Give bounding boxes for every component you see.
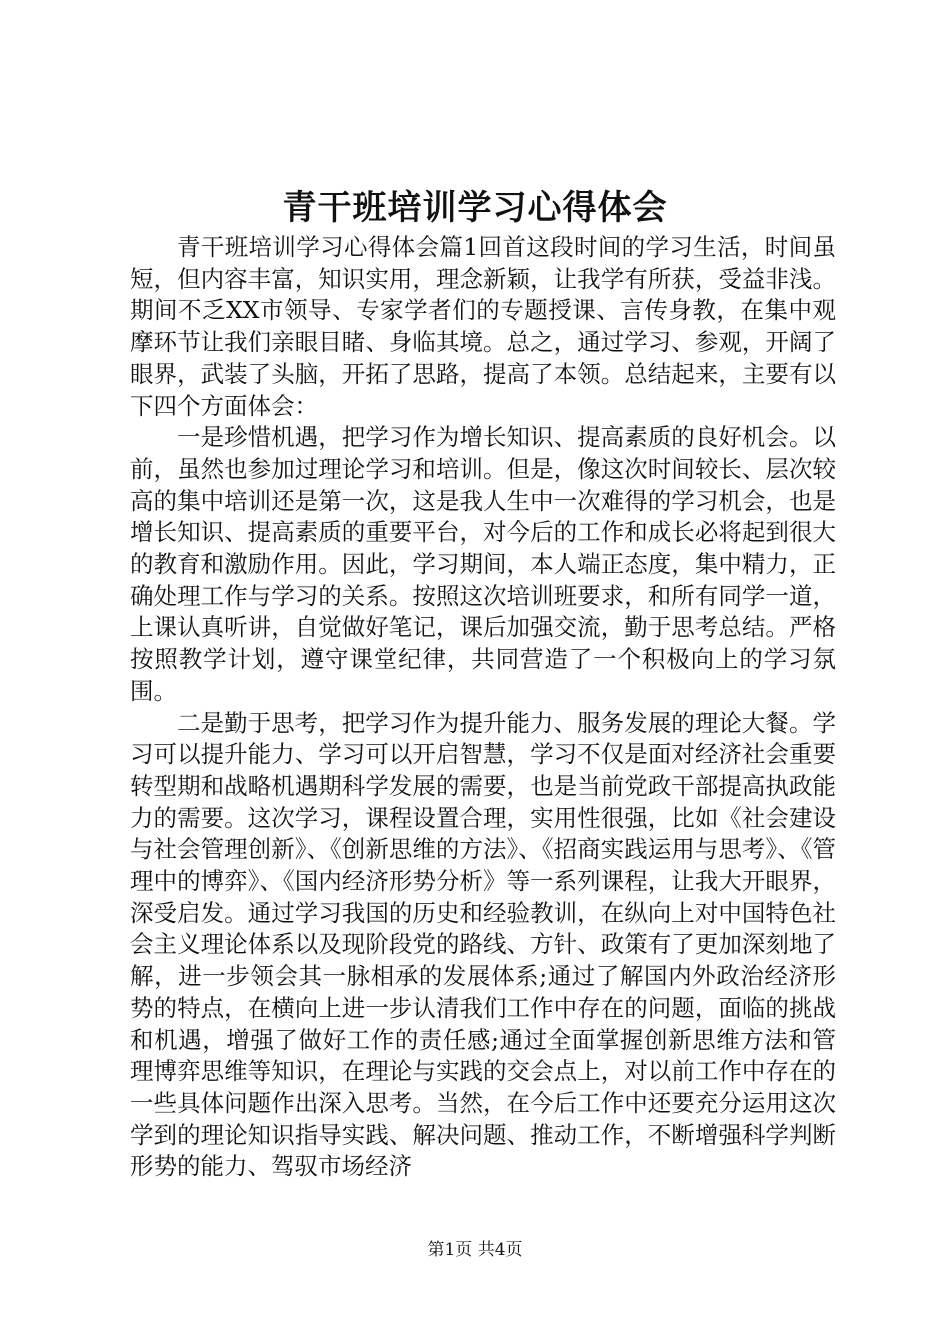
paragraph-intro: 青干班培训学习心得体会篇1回首这段时间的学习生活，时间虽短，但内容丰富，知识实用，理念新颖，让我学有所获，受益非浅。期间不乏XX市领导、专家学者们的专题授课、言传身教，在集中观摩环节让我们亲眼目睹、身临其境。总之，通过学习、参观，开阔了眼界，武装了头脑，开拓了思路，提高了本领。总结起来，主要有以下四个方面体会： [130,233,836,420]
paragraph-point-one: 一是珍惜机遇，把学习作为增长知识、提高素质的良好机会。以前，虽然也参加过理论学习和培训。但是，像这次时间较长、层次较高的集中培训还是第一次，这是我人生中一次难得的学习机会，也是增长知识、提高素质的重要平台，对今后的工作和成长必将起到很大的教育和激励作用。因此，学习期间，本人端正态度，集中精力，正确处理工作与学习的关系。按照这次培训班要求，和所有同学一道，上课认真听讲，自觉做好笔记，课后加强交流，勤于思考总结。严格按照教学计划，遵守课堂纪律，共同营造了一个积极向上的学习氛围。 [130,423,836,705]
paragraph-point-two: 二是勤于思考，把学习作为提升能力、服务发展的理论大餐。学习可以提升能力、学习可以开启智慧，学习不仅是面对经济社会重要转型期和战略机遇期科学发展的需要，也是当前党政干部提高执政能力的需要。这次学习，课程设置合理，实用性很强，比如《社会建设与社会管理创新》、《创新思维的方法》、《招商实践运用与思考》、《管理中的博弈》、《国内经济形势分析》等一系列课程，让我大开眼界，深受启发。通过学习我国的历史和经验教训，在纵向上对中国特色社会主义理论体系以及现阶段党的路线、方针、政策有了更加深刻地了解，进一步领会其一脉相承的发展体系;通过了解国内外政治经济形势的特点，在横向上进一步认清我们工作中存在的问题，面临的挑战和机遇，增强了做好工作的责任感;通过全面掌握创新思维方法和管理博弈思维等知识，在理论与实践的交会点上，对以前工作中存在的一些具体问题作出深入思考。当然，在今后工作中还要充分运用这次学到的理论知识指导实践、解决问题、推动工作，不断增强科学判断形势的能力、驾驭市场经济 [130,708,836,1181]
document-title: 青干班培训学习心得体会 [282,188,668,228]
page-number-footer: 第1页 共4页 [427,1240,523,1260]
document-body [130,232,836,1183]
